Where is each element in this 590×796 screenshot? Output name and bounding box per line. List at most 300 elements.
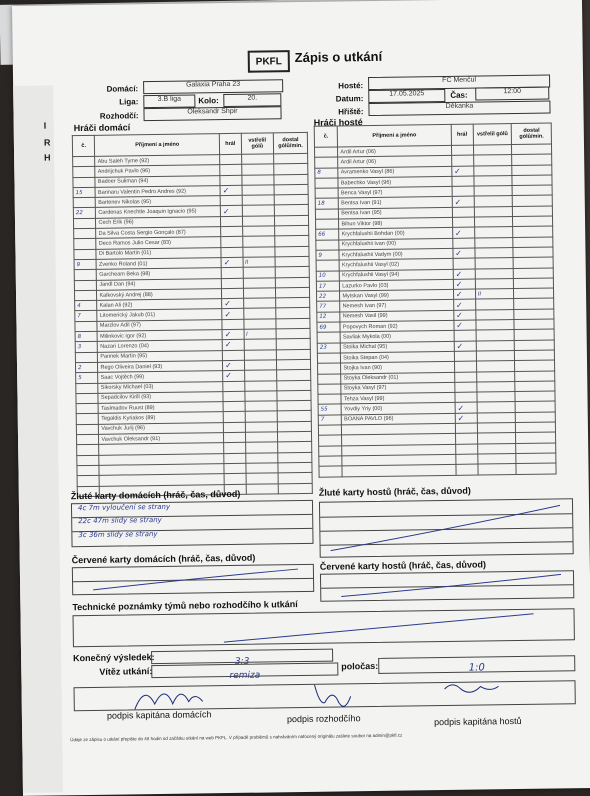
player-conceded <box>278 431 312 442</box>
player-goals: I <box>244 329 277 340</box>
player-goals <box>477 433 516 444</box>
player-conceded <box>277 380 311 391</box>
player-played: ✓ <box>454 320 476 331</box>
final-score-box <box>151 649 333 665</box>
player-conceded <box>516 453 556 464</box>
player-conceded <box>277 421 311 432</box>
halftime-value: 1:0 <box>468 662 485 674</box>
player-goals <box>477 443 516 454</box>
player-name: Marzlov Adil (97) <box>97 319 222 331</box>
player-conceded <box>516 463 556 474</box>
player-goals <box>478 464 517 475</box>
player-goals <box>477 402 516 413</box>
player-name: Kalkovský Andrej (88) <box>97 288 222 300</box>
player-played <box>455 382 477 393</box>
player-conceded <box>513 226 553 237</box>
player-played <box>455 423 477 434</box>
player-number <box>73 167 96 178</box>
player-name: Cech Erik (96) <box>96 216 221 228</box>
player-played: ✓ <box>222 298 244 309</box>
player-goals <box>246 473 279 484</box>
player-conceded <box>514 278 554 289</box>
player-number <box>319 446 342 457</box>
player-played <box>222 288 244 299</box>
player-conceded <box>515 381 555 392</box>
player-goals <box>476 330 515 341</box>
player-number: 2 <box>75 362 98 373</box>
player-number: 4 <box>75 300 98 311</box>
round-label: Kolo: <box>198 96 219 106</box>
player-conceded <box>278 462 312 473</box>
player-name: Jandl Dan (94) <box>97 278 222 290</box>
underlying-sheet: I R H <box>13 85 63 792</box>
player-goals <box>244 391 277 402</box>
player-conceded <box>274 164 308 175</box>
col-conceded: dostal gólů/min. <box>273 132 307 153</box>
player-name: Krychfalushii Vasyl (94) <box>340 269 454 281</box>
player-goals <box>245 452 278 463</box>
player-played <box>221 278 243 289</box>
home-red-label: Červené karty domácích (hráč, čas, důvod) <box>71 552 256 566</box>
player-goals <box>241 164 274 175</box>
player-played <box>223 401 245 412</box>
player-goals <box>243 298 276 309</box>
player-played: ✓ <box>222 309 244 320</box>
player-number: 12 <box>317 312 340 323</box>
player-conceded <box>514 319 554 330</box>
home-yellow-2: 22c 47m slidy se strany <box>78 515 162 526</box>
away-captain-signature-label: podpis kapitána hostů <box>433 715 522 728</box>
player-number <box>317 353 340 364</box>
player-played <box>224 443 246 454</box>
player-number <box>74 280 97 291</box>
player-conceded <box>274 174 308 185</box>
player-name: Cardenas Knechtle Joaquin Ignacio (95) <box>96 206 221 218</box>
player-played <box>452 176 474 187</box>
player-goals <box>242 226 275 237</box>
player-name: Di Bartolo Martin (01) <box>96 247 221 259</box>
player-goals <box>243 277 276 288</box>
player-played <box>221 216 243 227</box>
player-goals <box>476 371 515 382</box>
player-number <box>316 260 339 271</box>
referee-value: Oleksandr Shpir <box>143 106 281 121</box>
player-played <box>221 247 243 258</box>
round-value: 20. <box>223 93 281 107</box>
player-played <box>220 175 242 186</box>
away-red-box <box>320 570 574 602</box>
player-played: ✓ <box>220 206 242 217</box>
player-number <box>77 476 100 487</box>
player-conceded <box>275 246 309 257</box>
player-played <box>224 463 246 474</box>
player-number <box>75 352 98 363</box>
player-conceded <box>277 370 311 381</box>
player-name: Rego Oliveira Daniel (93) <box>98 361 223 373</box>
player-played <box>224 432 246 443</box>
player-conceded <box>276 287 310 298</box>
player-played: ✓ <box>452 227 474 238</box>
player-conceded <box>277 400 311 411</box>
time-label: Čas: <box>450 90 468 100</box>
player-number <box>316 219 339 230</box>
player-number <box>315 178 338 189</box>
home-yellow-3: 3c 36m slidy se strany <box>78 530 158 540</box>
player-played <box>452 207 474 218</box>
player-conceded <box>515 350 555 361</box>
player-conceded <box>276 318 310 329</box>
player-number <box>315 157 338 168</box>
player-played <box>221 268 243 279</box>
col-conceded: dostal gólů/min. <box>512 123 552 145</box>
player-name: Abu Saleh Tyme (92) <box>95 155 220 167</box>
home-team-name: Galaxia Praha 23 <box>143 79 283 94</box>
player-name: Nazari Lorenzo (04) <box>98 340 223 352</box>
player-conceded <box>515 340 555 351</box>
player-name: Stoika Stepan (04) <box>341 351 455 363</box>
player-name: Sepadcilov Kirill (93) <box>98 391 223 403</box>
player-goals <box>475 299 514 310</box>
player-played <box>224 453 246 464</box>
player-number <box>76 414 99 425</box>
player-conceded <box>512 154 552 165</box>
player-goals <box>241 154 274 165</box>
player-number: 7 <box>75 311 98 322</box>
player-name: Avramenko Vasyl (86) <box>338 166 452 178</box>
player-number: 5 <box>76 373 99 384</box>
player-number <box>76 403 99 414</box>
home-roster-table <box>72 132 313 497</box>
player-played: ✓ <box>453 279 475 290</box>
player-name: Vavchuk Jurij (96) <box>99 422 224 434</box>
player-goals <box>474 165 513 176</box>
player-played <box>451 155 473 166</box>
field-label: Hřiště: <box>338 107 364 117</box>
player-goals <box>244 380 277 391</box>
player-name: Ardil Artur (06) <box>338 156 452 168</box>
player-number: 8 <box>315 168 338 179</box>
halftime-box <box>378 655 575 674</box>
player-conceded <box>513 247 553 258</box>
player-played: ✓ <box>452 197 474 208</box>
player-played <box>455 433 477 444</box>
player-name: Savliak Mykola (00) <box>340 331 454 343</box>
player-name: Stojka Ivan (90) <box>341 362 455 374</box>
player-played <box>452 217 474 228</box>
player-conceded <box>278 452 312 463</box>
player-conceded <box>513 206 553 217</box>
player-goals <box>244 370 277 381</box>
player-played <box>456 454 478 465</box>
player-conceded <box>515 360 555 371</box>
player-goals <box>243 319 276 330</box>
player-name: Badoer Suliman (94) <box>95 175 220 187</box>
player-conceded <box>514 309 554 320</box>
player-name: Kalan Ali (92) <box>97 299 222 311</box>
player-number <box>74 239 97 250</box>
player-name: Krychfalushii Ivan (00) <box>339 238 453 250</box>
player-name: Andrijchuk Pavlo (96) <box>95 165 220 177</box>
strike-through-mark <box>73 565 313 594</box>
halftime-label: poločas: <box>341 660 379 672</box>
player-goals <box>477 392 516 403</box>
player-number <box>318 363 341 374</box>
player-conceded <box>512 175 552 186</box>
player-name: Stoyka Vasyl (97) <box>341 382 455 394</box>
player-number: 77 <box>317 301 340 312</box>
player-name: Lazurko Pavlo (03) <box>340 279 454 291</box>
player-played <box>221 237 243 248</box>
away-team-name: FC Menčul <box>368 74 550 90</box>
player-number <box>76 434 99 445</box>
player-goals <box>243 308 276 319</box>
player-goals <box>242 195 275 206</box>
player-goals <box>476 340 515 351</box>
player-conceded <box>275 256 309 267</box>
player-name: Yovdiy Yriy (00) <box>341 403 455 415</box>
player-played <box>222 350 244 361</box>
player-played <box>222 319 244 330</box>
notes-box <box>73 608 575 647</box>
player-number <box>77 465 100 476</box>
player-played <box>453 258 475 269</box>
player-goals <box>245 422 278 433</box>
player-conceded <box>513 216 553 227</box>
player-conceded <box>514 288 554 299</box>
player-goals <box>476 361 515 372</box>
player-goals <box>244 339 277 350</box>
player-name: Bihun Viktor (98) <box>339 217 453 229</box>
player-number <box>315 147 338 158</box>
player-conceded <box>274 205 308 216</box>
player-conceded <box>516 422 556 433</box>
player-goals <box>245 432 278 443</box>
player-goals <box>245 463 278 474</box>
player-number: 22 <box>73 208 96 219</box>
player-goals <box>244 349 277 360</box>
col-name: Příjmení a jméno <box>338 124 452 147</box>
player-number <box>74 228 97 239</box>
date-label: Datum: <box>335 94 364 104</box>
player-name: Krychfalushii Bohdan (00) <box>339 228 453 240</box>
player-goals <box>246 483 279 494</box>
player-number: 9 <box>74 259 97 270</box>
player-number <box>319 466 342 477</box>
col-goals: vstřelil gólů <box>241 133 274 154</box>
player-number <box>76 383 99 394</box>
away-red-label: Červené karty hostů (hráč, čas, důvod) <box>319 559 486 572</box>
player-conceded <box>516 432 556 443</box>
col-number: č. <box>314 126 338 147</box>
player-name: Deco Ramos Julio Cesar (83) <box>96 237 221 249</box>
player-goals <box>476 309 515 320</box>
player-goals <box>242 236 275 247</box>
player-name: Krychfalushii Vadym (00) <box>339 248 453 260</box>
player-goals <box>475 258 514 269</box>
player-goals <box>242 247 275 258</box>
player-conceded <box>277 411 311 422</box>
player-goals <box>474 196 513 207</box>
col-name: Příjmení a jméno <box>95 134 220 157</box>
player-played: ✓ <box>455 413 477 424</box>
player-number <box>77 445 100 456</box>
player-conceded <box>275 225 309 236</box>
player-played <box>223 422 245 433</box>
player-conceded <box>513 195 553 206</box>
player-played <box>454 361 476 372</box>
player-number: 22 <box>317 291 340 302</box>
player-name: Litomerický Jakub (01) <box>97 309 222 321</box>
player-played: ✓ <box>222 340 244 351</box>
player-conceded <box>274 153 308 164</box>
player-name: Saac Vojtěch (99) <box>98 371 223 383</box>
away-roster-table <box>314 122 557 477</box>
player-number: 9 <box>316 250 339 261</box>
home-captain-signature-label: podpis kapitána domácích <box>106 709 212 721</box>
player-conceded <box>275 215 309 226</box>
home-players-heading: Hráči domácí <box>73 122 131 134</box>
player-name: Bartenev Nikolas (95) <box>96 196 221 208</box>
player-number: 69 <box>317 322 340 333</box>
player-number <box>73 177 96 188</box>
player-goals <box>477 412 516 423</box>
player-goals <box>244 360 277 371</box>
player-name: Tehza Vasyl (99) <box>341 392 455 404</box>
home-yellow-box <box>71 500 314 547</box>
player-played: ✓ <box>453 269 475 280</box>
player-name: Milinkovic Igor (92) <box>97 330 222 342</box>
player-number: 23 <box>317 343 340 354</box>
player-conceded <box>275 277 309 288</box>
player-conceded <box>512 165 552 176</box>
player-played: ✓ <box>452 166 474 177</box>
home-yellow-1: 4c 7m vyloučení se strany <box>77 502 171 513</box>
strike-through-mark <box>321 571 573 601</box>
player-number: 3 <box>75 342 98 353</box>
player-goals <box>476 350 515 361</box>
player-name: Garcheam Beka (98) <box>97 268 222 280</box>
player-name: Stoika Michal (95) <box>341 341 455 353</box>
signature-box <box>74 680 576 711</box>
player-name: Tegaldis Kyriakos (89) <box>99 412 224 424</box>
player-played: ✓ <box>453 300 475 311</box>
player-goals <box>474 227 513 238</box>
player-name: Taslmadov Ruust (89) <box>98 402 223 414</box>
player-number <box>76 393 99 404</box>
league-label: Liga: <box>119 97 139 107</box>
player-number <box>74 249 97 260</box>
player-conceded <box>516 443 556 454</box>
player-conceded <box>274 195 308 206</box>
player-number <box>319 456 342 467</box>
player-conceded <box>275 267 309 278</box>
final-score-value: 3:3 <box>234 656 250 667</box>
player-played: ✓ <box>222 329 244 340</box>
player-played <box>454 372 476 383</box>
player-goals <box>475 237 514 248</box>
player-number <box>316 240 339 251</box>
player-played <box>452 186 474 197</box>
player-name: Barinaru Valentin Pedro Andres (92) <box>95 186 220 198</box>
player-goals: II <box>475 289 514 300</box>
player-name: Bentsa Ivan (91) <box>339 197 453 209</box>
player-played <box>451 145 473 156</box>
player-played: ✓ <box>220 185 242 196</box>
player-conceded <box>275 236 309 247</box>
player-played <box>456 464 478 475</box>
referee-label: Rozhodčí: <box>99 111 139 121</box>
player-conceded <box>515 401 555 412</box>
player-number: 55 <box>318 404 341 415</box>
player-name: Vavchuk Oleksandr (91) <box>99 433 224 445</box>
player-number <box>317 332 340 343</box>
player-goals <box>474 206 513 217</box>
player-goals <box>473 145 512 156</box>
player-number <box>318 384 341 395</box>
player-goals <box>477 381 516 392</box>
winner-label: Vítěz utkání: <box>99 666 153 677</box>
player-played <box>455 392 477 403</box>
player-number <box>76 424 99 435</box>
player-number: 18 <box>315 198 338 209</box>
league-value: 3.B liga <box>143 94 195 108</box>
player-conceded <box>512 185 552 196</box>
player-number <box>74 290 97 301</box>
player-name: Sikorsky Michael (03) <box>98 381 223 393</box>
player-played: ✓ <box>453 248 475 259</box>
footer-note: Údaje ze zápisu o utkání přepište do 48 hodin od začátku utkání na web PKFL. V případě problémů s nahráváním nafocený originálu zašlete soubor na admin@pkfl.cz <box>70 732 403 743</box>
player-goals <box>245 411 278 422</box>
player-goals <box>474 217 513 228</box>
player-played <box>220 154 242 165</box>
player-conceded <box>276 349 310 360</box>
field-value: Děkanka <box>368 100 550 116</box>
col-played: hrál <box>451 124 473 145</box>
player-played <box>224 473 246 484</box>
player-name: Pannek Martin (95) <box>98 350 223 362</box>
player-name: Bentsa Ivan (95) <box>339 207 453 219</box>
player-goals <box>243 288 276 299</box>
player-number: 8 <box>75 331 98 342</box>
away-team-label: Hosté: <box>338 81 364 91</box>
player-number <box>319 435 342 446</box>
player-name: BOANA PAVLO (96) <box>342 413 456 425</box>
player-number: 15 <box>73 187 96 198</box>
player-played <box>454 351 476 362</box>
player-number <box>73 156 96 167</box>
player-number <box>318 394 341 405</box>
page-title: Zápis o utkání <box>294 48 383 66</box>
player-conceded <box>277 359 311 370</box>
player-played: ✓ <box>223 371 245 382</box>
player-goals <box>245 442 278 453</box>
player-conceded <box>516 412 556 423</box>
player-conceded <box>515 391 555 402</box>
player-name: Benca Vasyl (97) <box>338 187 452 199</box>
final-score-label: Konečný výsledek: <box>73 652 155 664</box>
player-goals <box>245 401 278 412</box>
player-name <box>342 465 456 477</box>
strike-through-mark <box>74 609 574 646</box>
player-goals <box>242 216 275 227</box>
player-name: Nemesh Vasil (99) <box>340 310 454 322</box>
player-number: 7 <box>318 415 341 426</box>
player-conceded <box>278 483 312 494</box>
player-number <box>74 270 97 281</box>
player-number: 66 <box>316 229 339 240</box>
player-number <box>318 425 341 436</box>
player-number <box>315 209 338 220</box>
